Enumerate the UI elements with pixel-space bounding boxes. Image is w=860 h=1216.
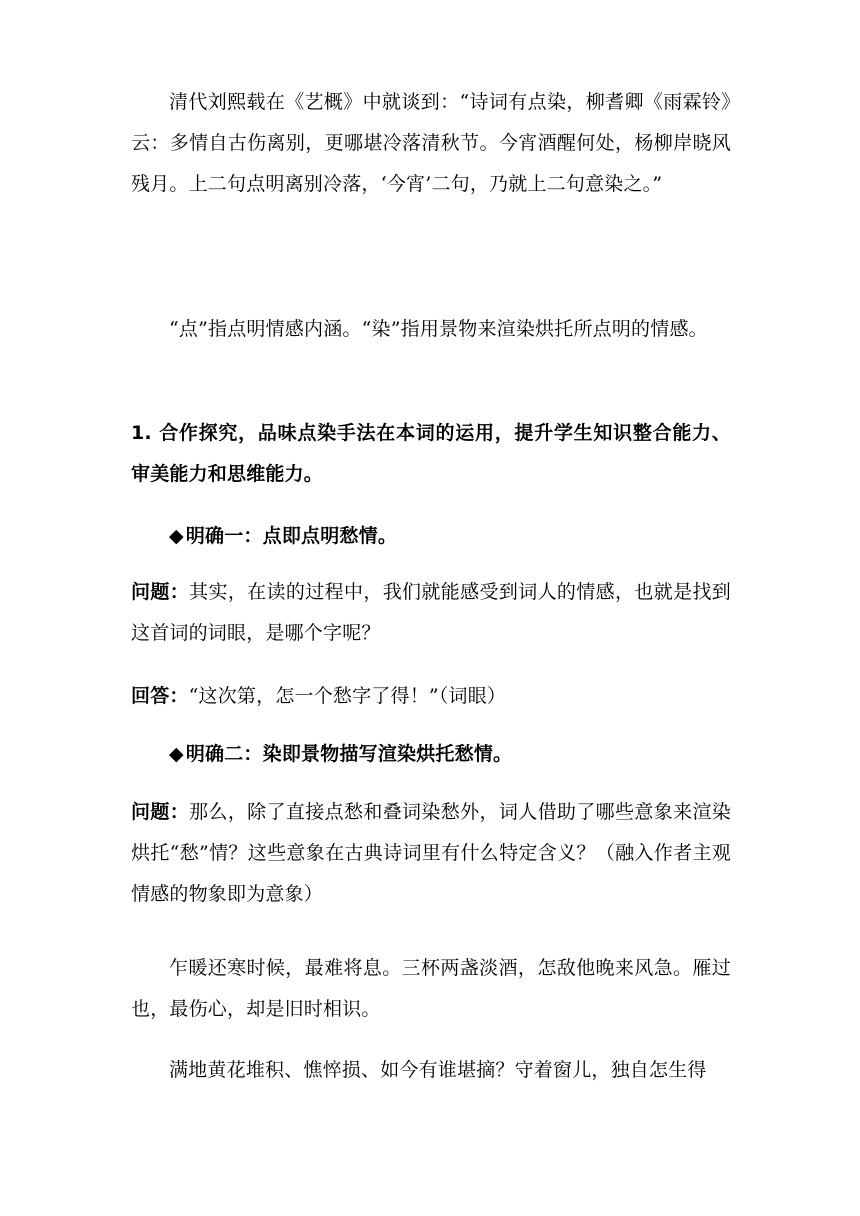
question-two-text: 那么，除了直接点愁和叠词染愁外，词人借助了哪些意象来渲染烘托“愁”情？这些意象在古典诗词里有什么特定含义？（融入作者主观情感的物象即为意象） [131, 801, 731, 905]
answer-one [131, 676, 731, 717]
section-heading: 1. 合作探究，品味点染手法在本词的运用，提升学生知识整合能力、审美能力和思维能力。 [131, 422, 731, 485]
diamond-bullet-icon: ◆ [169, 743, 184, 765]
answer-label: 回答： [131, 685, 189, 707]
point-two [131, 734, 769, 775]
diamond-bullet-icon: ◆ [169, 525, 184, 547]
question-label: 问题： [131, 801, 190, 823]
definition-paragraph: “点”指点明情感内涵。“染”指用景物来渲染烘托所点明的情感。 [169, 318, 708, 340]
point-one [131, 516, 769, 557]
poem-stanza-two: 满地黄花堆积、憔悴损、如今有谁堪摘？守着窗儿，独自怎生得 [169, 1059, 707, 1081]
answer-one-text: “这次第，怎一个愁字了得！”（词眼） [188, 685, 507, 707]
question-two [131, 792, 731, 915]
poem-stanza-one: 乍暖还寒时候，最难将息。三杯两盏淡酒，怎敌他晚来风急。雁过也，最伤心，却是旧时相识。 [131, 957, 731, 1020]
question-one-text: 其实，在读的过程中，我们就能感受到词人的情感，也就是找到这首词的词眼，是哪个字呢？ [131, 581, 731, 644]
question-one [131, 572, 731, 654]
question-label: 问题： [131, 581, 190, 603]
point-two-text: 明确二：染即景物描写渲染烘托愁情。 [185, 743, 513, 765]
quote-paragraph: 清代刘熙载在《艺概》中就谈到：“诗词有点染，柳耆卿《雨霖铃》云：多情自古伤离别，更哪堪冷落清秋节。今宵酒醒何处，杨柳岸晓风残月。上二句点明离别冷落，‘今宵’二句，乃就上二句意染之。” [131, 91, 731, 195]
point-one-text: 明确一：点即点明愁情。 [185, 525, 398, 547]
